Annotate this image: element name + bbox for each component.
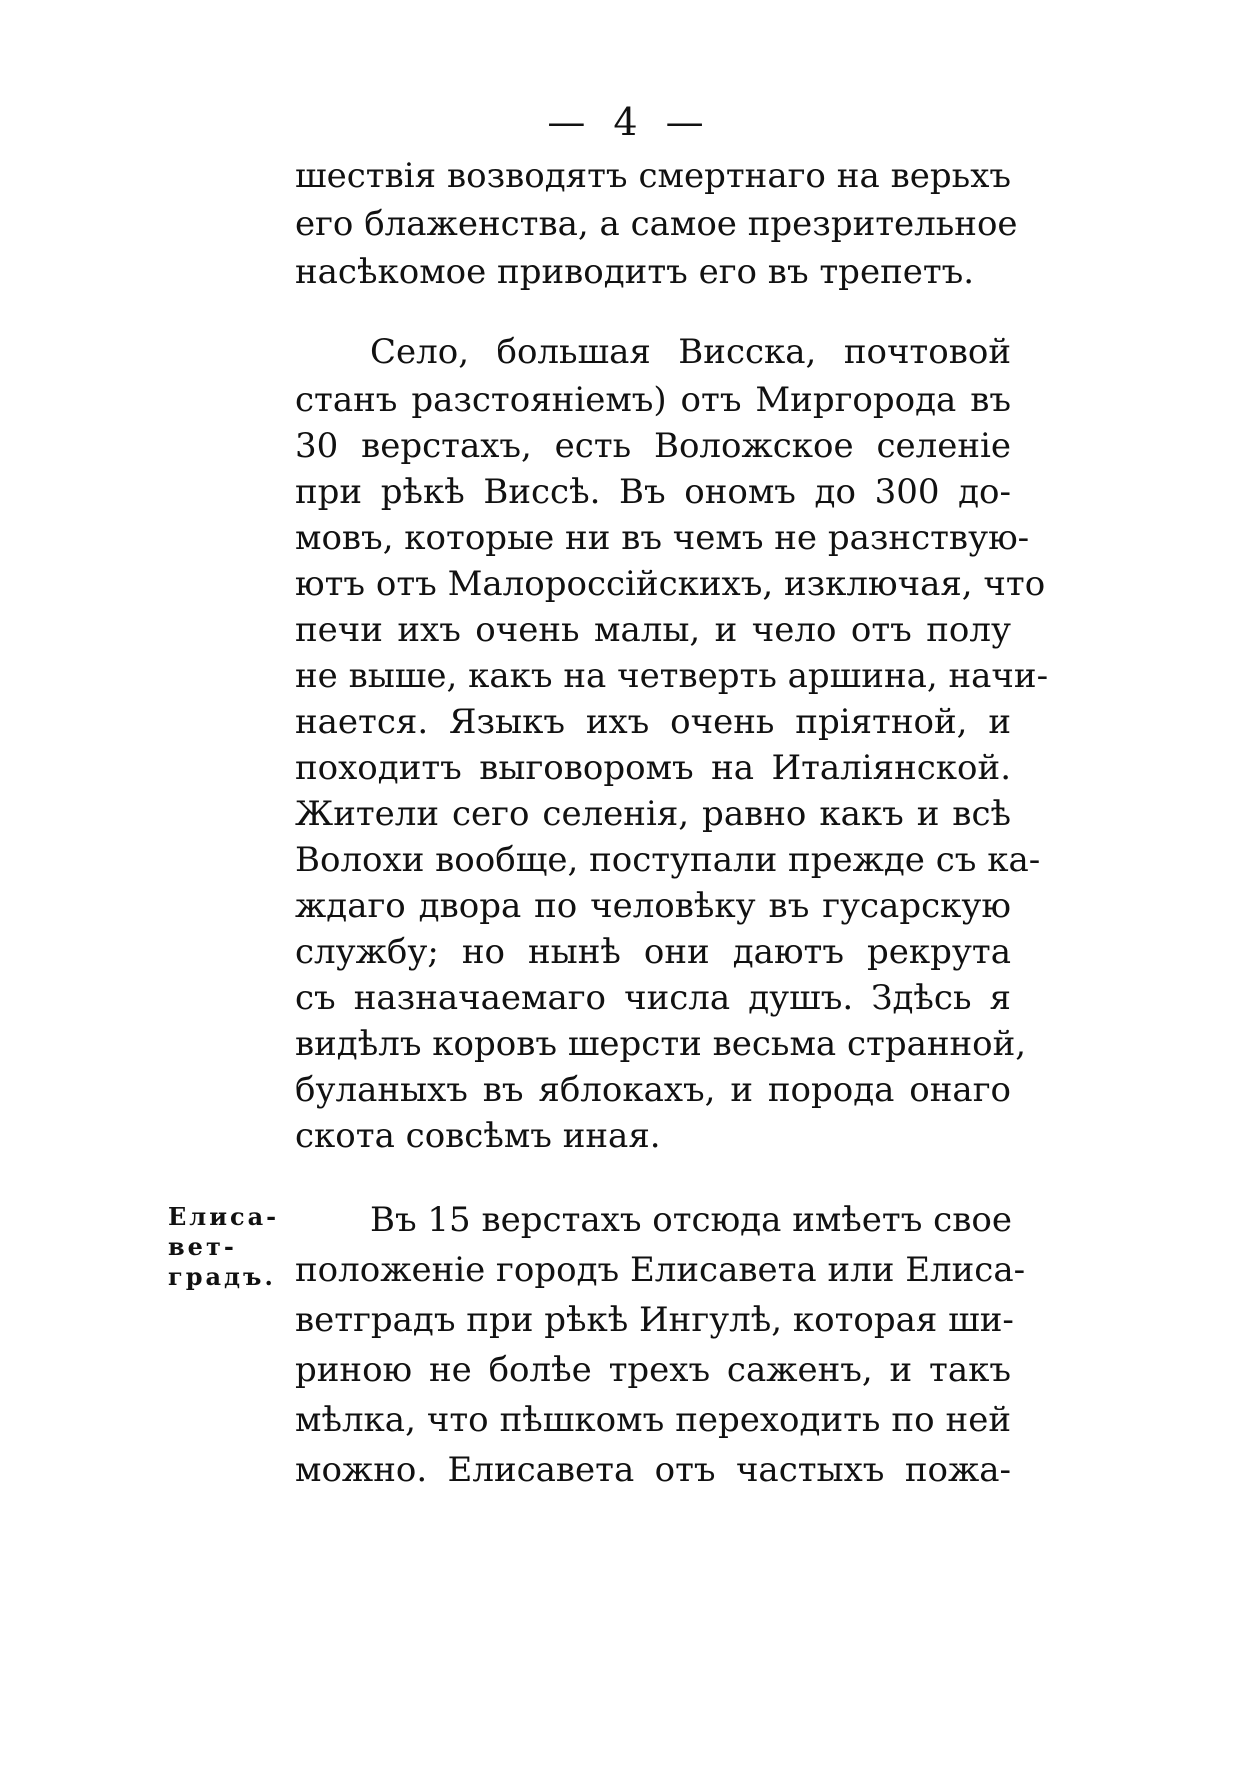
text-line: можно. Елисавета отъ частыхъ пожа- — [295, 1450, 1011, 1490]
margin-note-line: Елиса- — [168, 1202, 280, 1231]
text-line: положеніе городъ Елисавета или Елиса- — [295, 1250, 1026, 1290]
text-line: Село, большая Висска, почтовой — [370, 332, 1011, 372]
text-line: скота совсѣмъ иная. — [295, 1116, 661, 1156]
text-line: ждаго двора по человѣку въ гусарскую — [295, 886, 1011, 926]
margin-note-line: вет- — [168, 1232, 237, 1261]
text-line: Въ 15 верстахъ отсюда имѣетъ свое — [370, 1200, 1012, 1240]
text-line: печи ихъ очень малы, и чело отъ полу — [295, 610, 1011, 650]
text-line: службу; но нынѣ они даютъ рекрута — [295, 932, 1011, 972]
text-line: ютъ отъ Малороссійскихъ, изключая, что — [295, 564, 1046, 604]
text-line: нается. Языкъ ихъ очень пріятной, и — [295, 702, 1011, 742]
text-line: Жители сего селенія, равно какъ и всѣ — [295, 794, 1011, 834]
text-line: видѣлъ коровъ шерсти весьма странной, — [295, 1024, 1027, 1064]
text-line: мовъ, которые ни въ чемъ не разнствую- — [295, 518, 1030, 558]
text-line: съ назначаемаго числа душъ. Здѣсь я — [295, 978, 1011, 1018]
text-line: его блаженства, а самое презрительное — [295, 204, 1018, 244]
text-line: мѣлка, что пѣшкомъ переходить по ней — [295, 1400, 1011, 1440]
text-line: буланыхъ въ яблокахъ, и порода онаго — [295, 1070, 1011, 1110]
text-line: Волохи вообще, поступали прежде съ ка- — [295, 840, 1041, 880]
text-line: походитъ выговоромъ на Италіянской. — [295, 748, 1011, 788]
page-number: — 4 — — [547, 100, 712, 144]
text-line: станъ разстояніемъ) отъ Миргорода въ — [295, 380, 1011, 420]
text-line: насѣкомое приводитъ его въ трепетъ. — [295, 252, 975, 292]
text-line: 30 верстахъ, есть Воложское селеніе — [295, 426, 1011, 466]
text-line: шествія возводятъ смертнаго на верьхъ — [295, 156, 1011, 196]
text-line: не выше, какъ на четверть аршина, начи- — [295, 656, 1049, 696]
margin-note-line: градъ. — [168, 1262, 276, 1291]
text-line: при рѣкѣ Виссѣ. Въ ономъ до 300 до- — [295, 472, 1011, 512]
text-line: ветградъ при рѣкѣ Ингулѣ, которая ши- — [295, 1300, 1014, 1340]
text-line: риною не болѣе трехъ саженъ, и такъ — [295, 1350, 1011, 1390]
